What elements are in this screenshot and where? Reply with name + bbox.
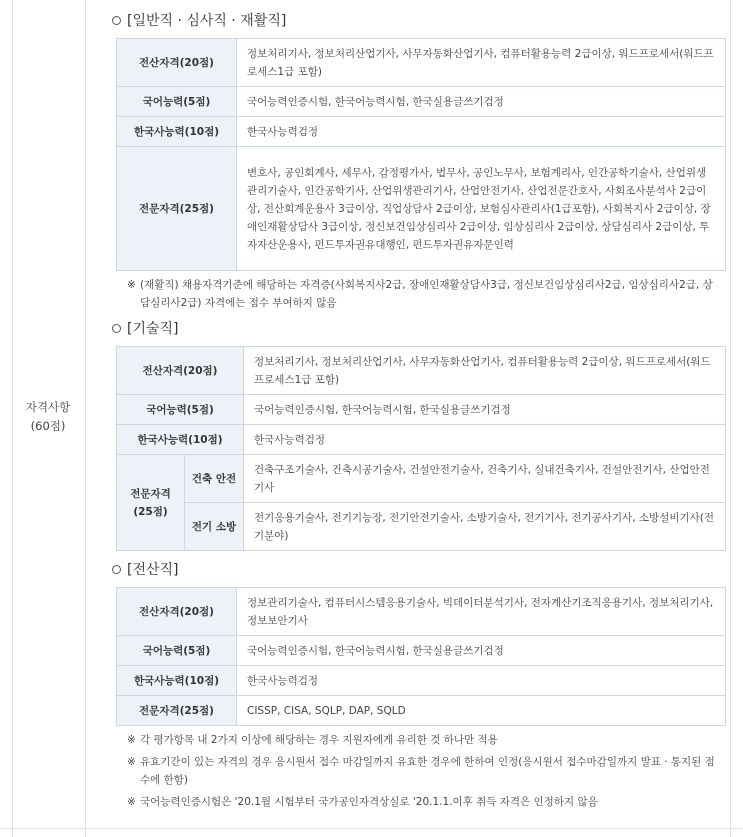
footnotes — [110, 731, 722, 811]
qualification-content — [110, 8, 722, 811]
row-header: 국어능력(5점) — [117, 395, 244, 425]
row-header: 한국사능력(10점) — [117, 425, 244, 455]
circle-bullet-icon — [112, 324, 121, 333]
row-header: 한국사능력(10점) — [117, 666, 237, 696]
row-value: 정보처리기사, 정보처리산업기사, 사무자동화산업기사, 컴퓨터활용능력 2급이상, 워드프로세서(워드프로세스1급 포함) — [237, 39, 726, 87]
row-header: 국어능력(5점) — [117, 636, 237, 666]
row-value: 국어능력인증시험, 한국어능력시험, 한국실용글쓰기검정 — [237, 636, 726, 666]
divider — [0, 828, 743, 829]
table-row — [117, 666, 726, 696]
qualification-table — [116, 38, 726, 271]
table-row — [117, 347, 726, 395]
row-value: 전기응용기술사, 전기기능장, 전기안전기술사, 소방기술사, 전기기사, 전기공사기사, 소방설비기사(전기분야) — [244, 503, 726, 551]
row-value: 정보처리기사, 정보처리산업기사, 사무자동화산업기사, 컴퓨터활용능력 2급이상, 워드프로세서(워드프로세스1급 포함) — [244, 347, 726, 395]
table-row — [117, 39, 726, 87]
row-value: 한국사능력검정 — [244, 425, 726, 455]
row-header: 전문자격(25점) — [117, 696, 237, 726]
table-row — [117, 117, 726, 147]
row-header: 전문자격(25점) — [117, 455, 185, 551]
footnote: ※ 유효기간이 있는 자격의 경우 응시원서 접수 마감일까지 유효한 경우에 한하여 인정(응시원서 접수마감일까지 발표 · 통지된 점수에 한함) — [127, 756, 715, 786]
row-header: 국어능력(5점) — [117, 87, 237, 117]
table-row — [117, 455, 726, 503]
section-title: [일반직 · 심사직 · 재활직] — [110, 8, 722, 34]
divider — [85, 0, 86, 837]
row-header: 전산자격(20점) — [117, 39, 237, 87]
footnote: ※ 국어능력인증시험은 '20.1월 시험부터 국가공인자격상실로 '20.1.1.이후 취득 자격은 인정하지 않음 — [127, 796, 598, 808]
row-value: 변호사, 공인회계사, 세무사, 감정평가사, 법무사, 공인노무사, 보험계리사, 인간공학기술사, 산업위생관리기술사, 인간공학기사, 산업위생관리기사, 산업안전기사, 산업전문간호사, 사회조사분석사 2급이상, 전산회계운용사 3급이상, 직업상담사 2급이상, 보험심사관리사(1급포함), 사회복지사 2급이상, 장애인재활상담사 3급이상, 정신보건임상심리사 2급이상, 임상심리사 2급이상, 상담심리사 2급이상, 투자자산운용사, 펀드투자권유대행인, 펀드투자권유자문인력 — [237, 147, 726, 271]
table-row — [117, 696, 726, 726]
row-value: 정보관리기술사, 컴퓨터시스템응용기술사, 빅데이터분석기사, 전자계산기조직응용기사, 정보처리기사, 정보보안기사 — [237, 588, 726, 636]
section-title: [기술직] — [110, 316, 722, 342]
table-row — [117, 87, 726, 117]
table-row — [117, 588, 726, 636]
table-row — [117, 147, 726, 271]
qualification-table — [116, 346, 726, 551]
table-row — [117, 425, 726, 455]
row-value: CISSP, CISA, SQLP, DAP, SQLD — [237, 696, 726, 726]
row-header-qualifications: 자격사항 (60점) — [25, 400, 71, 433]
row-value: 한국사능력검정 — [237, 666, 726, 696]
table-row — [117, 395, 726, 425]
row-header: 전문자격(25점) — [117, 147, 237, 271]
circle-bullet-icon — [112, 16, 121, 25]
table-row — [117, 636, 726, 666]
divider — [730, 0, 731, 837]
sub-row-header: 전기 소방 — [185, 503, 244, 551]
note: ※ (재활직) 채용자격기준에 해당하는 자격증(사회복지사2급, 장애인재활상담사3급, 정신보건임상심리사2급, 임상심리사2급, 상담심리사2급) 자격에는 점수 부여하지 않음 — [127, 279, 713, 309]
qualification-table — [116, 587, 726, 726]
row-header: 전산자격(20점) — [117, 347, 244, 395]
row-value: 한국사능력검정 — [237, 117, 726, 147]
table-row — [117, 503, 726, 551]
circle-bullet-icon — [112, 565, 121, 574]
row-header: 한국사능력(10점) — [117, 117, 237, 147]
sub-row-header: 건축 안전 — [185, 455, 244, 503]
footnote: ※ 각 평가항목 내 2가지 이상에 해당하는 경우 지원자에게 유리한 것 하나만 적용 — [127, 734, 498, 746]
row-value: 국어능력인증시험, 한국어능력시험, 한국실용글쓰기검정 — [244, 395, 726, 425]
section-title: [전산직] — [110, 557, 722, 583]
row-header: 전산자격(20점) — [117, 588, 237, 636]
row-value: 건축구조기술사, 건축시공기술사, 건설안전기술사, 건축기사, 실내건축기사, 건설안전기사, 산업안전기사 — [244, 455, 726, 503]
row-value: 국어능력인증시험, 한국어능력시험, 한국실용글쓰기검정 — [237, 87, 726, 117]
